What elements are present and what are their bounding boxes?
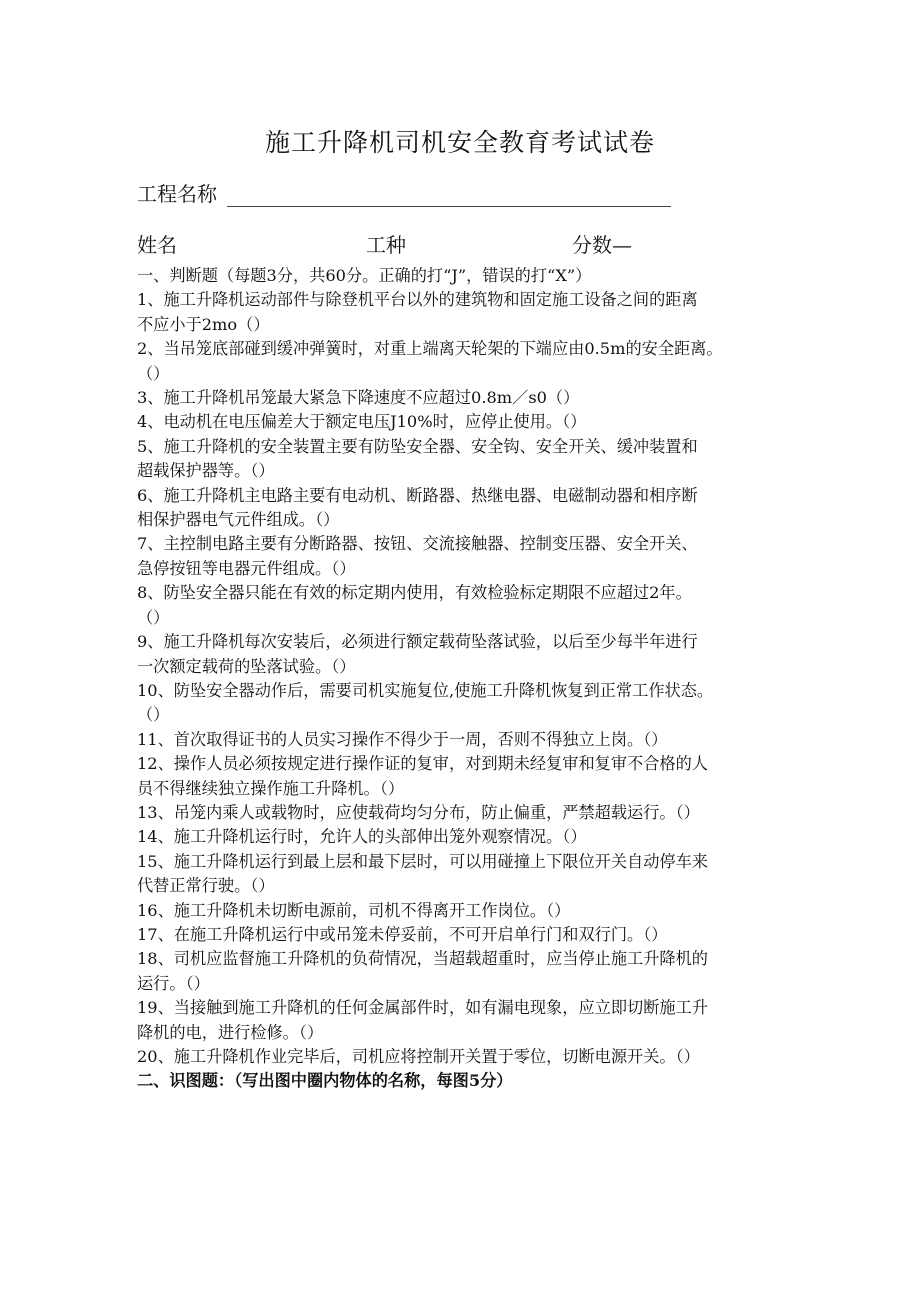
question-line: 相保护器电气元件组成。（） [137, 510, 340, 530]
question-line: 3、施工升降机吊笼最大紧急下降速度不应超过0.8m／s0（） [137, 388, 580, 408]
question-line: 8、防坠安全器只能在有效的标定期内使用，有效检验标定期限不应超过2年。 [137, 583, 692, 603]
question-line: 12、操作人员必须按规定进行操作证的复审，对到期未经复审和复审不合格的人 [137, 754, 708, 774]
question-line: 13、吊笼内乘人或载物时，应使载荷均匀分布，防止偏重，严禁超载运行。（） [137, 802, 700, 822]
question-line: 11、首次取得证书的人员实习操作不得少于一周，否则不得独立上岗。（） [137, 729, 668, 749]
project-name-row [137, 178, 671, 207]
question-line: 代替正常行驶。（） [137, 876, 275, 896]
question-line: 不应小于2mo（） [137, 314, 270, 334]
question-line: 16、施工升降机未切断电源前，司机不得离开工作岗位。（） [137, 900, 571, 920]
question-line: 14、施工升降机运行时，允许人的头部伸出笼外观察情况。（） [137, 827, 587, 847]
section-2-heading: 二、识图题：（写出图中圈内物体的名称，每图5分） [137, 1071, 513, 1091]
question-line: 20、施工升降机作业完毕后，司机应将控制开关置于零位，切断电源开关。（） [137, 1047, 700, 1066]
question-line: 18、司机应监督施工升降机的负荷情况，当超载超重时，应当停止施工升降机的 [137, 949, 708, 969]
info-row [137, 229, 777, 259]
question-line: 5、施工升降机的安全装置主要有防坠安全器、安全钩、安全开关、缓冲装置和 [137, 436, 698, 456]
question-list [137, 264, 799, 1094]
question-line: （） [137, 705, 170, 725]
question-line: 10、防坠安全器动作后，需要司机实施复位,使施工升降机恢复到正常工作状态。 [137, 680, 714, 700]
question-line: 15、施工升降机运行到最上层和最下层时，可以用碰撞上下限位开关自动停车来 [137, 851, 708, 871]
question-line: 7、主控制电路主要有分断路器、按钮、交流接触器、控制变压器、安全开关、 [137, 534, 698, 554]
question-line: 一次额定载荷的坠落试验。（） [137, 656, 356, 676]
question-line: 2、当吊笼底部碰到缓冲弹簧时，对重上端离天轮架的下端应由0.5m的安全距离。 [137, 339, 723, 359]
score-label: 分数— [572, 233, 632, 257]
question-line: 17、在施工升降机运行中或吊笼未停妥前，不可开启单行门和双行门。（） [137, 924, 668, 944]
page-title: 施工升降机司机安全教育考试试卷 [264, 128, 655, 157]
question-line: 超载保护器等。（） [137, 461, 275, 481]
question-line: 6、施工升降机主电路主要有电动机、断路器、热继电器、电磁制动器和相序断 [137, 485, 698, 505]
type-label: 工种 [366, 233, 406, 257]
project-name-blank[interactable] [227, 186, 671, 207]
question-line: （） [137, 607, 170, 627]
question-line: 急停按钮等电器元件组成。（） [137, 558, 356, 578]
question-line: （） [137, 363, 170, 383]
question-line: 运行。（） [137, 973, 210, 993]
section-1-heading: 一、判断题（每题3分，共60分。正确的打“J”，错误的打“X”） [137, 266, 592, 285]
project-label: 工程名称 [137, 182, 217, 206]
question-line: 9、施工升降机每次安装后，必须进行额定载荷坠落试验，以后至少每半年进行 [137, 632, 698, 652]
question-line: 降机的电，进行检修。（） [137, 1022, 324, 1042]
question-line: 1、施工升降机运动部件与除登机平台以外的建筑物和固定施工设备之间的距离 [137, 290, 698, 310]
question-line: 4、电动机在电压偏差大于额定电压J10%时，应停止使用。（） [137, 412, 587, 432]
question-line: 员不得继续独立操作施工升降机。（） [137, 778, 405, 798]
name-label: 姓名 [137, 233, 177, 257]
question-line: 19、当接触到施工升降机的任何金属部件时，如有漏电现象，应立即切断施工升 [137, 998, 708, 1018]
